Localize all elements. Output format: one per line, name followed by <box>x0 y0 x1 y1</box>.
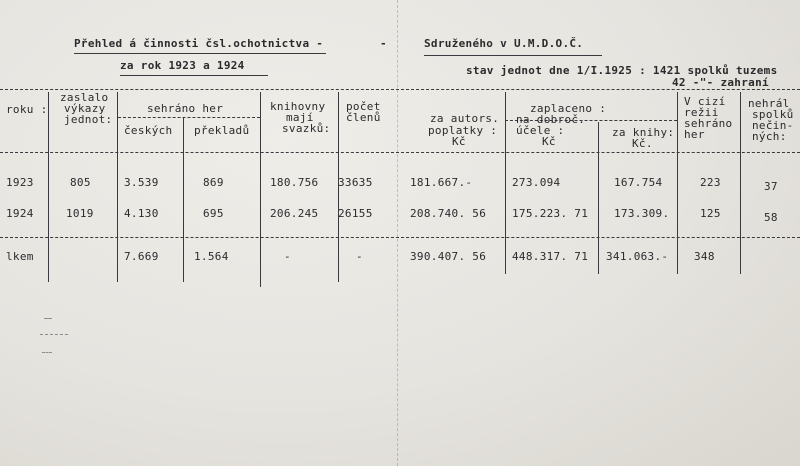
header-reports: výkazy <box>64 102 106 115</box>
cell-foreign: 125 <box>700 207 721 220</box>
total-translated: 1.564 <box>194 250 229 263</box>
cell-foreign: 223 <box>700 176 721 189</box>
cell-books: 173.309. <box>614 207 670 220</box>
cell-members: 26155 <box>338 207 373 220</box>
col-rule <box>260 92 261 287</box>
cell-czech: 3.539 <box>124 176 159 189</box>
col-rule <box>505 92 506 274</box>
stray-mark <box>40 334 68 335</box>
title-left: Přehled á činnosti čsl.ochotnictva - <box>74 37 324 50</box>
cell-author-fees: 208.740. 56 <box>410 207 487 220</box>
header-charity: účele : <box>516 124 565 137</box>
played-sub-rule <box>118 117 260 118</box>
header-inactive: spolků <box>752 108 794 121</box>
total-label: lkem <box>6 250 34 263</box>
col-rule <box>740 92 741 274</box>
total-members: - <box>356 250 363 263</box>
row-year: 1924 <box>6 207 34 220</box>
header-translated: překladů <box>194 124 250 137</box>
total-books: 341.063.- <box>606 250 669 263</box>
header-author-fees: poplatky : <box>428 124 498 137</box>
cell-members: 33635 <box>338 176 373 189</box>
cell-translated: 695 <box>203 207 224 220</box>
header-foreign: režii <box>684 106 719 119</box>
col-rule <box>48 92 49 282</box>
col-rule <box>598 122 599 274</box>
col-rule <box>117 92 118 282</box>
year-line: za rok 1923 a 1924 <box>120 59 245 72</box>
header-author-fees: za autors. <box>430 112 500 125</box>
header-charity: na dobroč. <box>516 113 586 126</box>
header-books: Kč. <box>632 137 653 150</box>
title-underline <box>74 53 326 54</box>
header-inactive: ných: <box>752 130 787 143</box>
paper-fold <box>397 0 398 466</box>
header-inactive: nehrál <box>748 97 790 110</box>
header-paid: zaplaceno : <box>530 102 607 115</box>
total-author-fees: 390.407. 56 <box>410 250 487 263</box>
cell-books: 167.754 <box>614 176 663 189</box>
table-top-rule <box>0 89 800 90</box>
cell-libraries: 180.756 <box>270 176 319 189</box>
cell-charity: 175.223. 71 <box>512 207 589 220</box>
state-line: stav jednot dne 1/I.1925 : 1421 spolků tuzems <box>466 64 778 77</box>
col-rule <box>677 92 678 274</box>
header-members: členů <box>346 111 381 124</box>
header-bottom-rule <box>0 152 800 153</box>
cell-translated: 869 <box>203 176 224 189</box>
cell-charity: 273.094 <box>512 176 561 189</box>
total-foreign: 348 <box>694 250 715 263</box>
cell-libraries: 206.245 <box>270 207 319 220</box>
cell-inactive: 58 <box>764 211 778 224</box>
header-reports: jednot: <box>64 113 113 126</box>
header-czech: českých <box>124 124 173 137</box>
header-foreign: her <box>684 128 705 141</box>
total-rule <box>0 237 800 238</box>
cell-reports: 805 <box>70 176 91 189</box>
header-reports: zaslalo <box>60 91 109 104</box>
header-inactive: nečin- <box>752 119 794 132</box>
title-right: Sdruženého v U.M.D.O.Č. <box>424 37 584 50</box>
header-libraries: knihovny <box>270 100 326 113</box>
header-played: sehráno her <box>147 102 224 115</box>
cell-author-fees: 181.667.- <box>410 176 473 189</box>
header-author-fees: Kč <box>452 135 466 148</box>
stray-mark <box>44 318 52 319</box>
cell-inactive: 37 <box>764 180 778 193</box>
header-libraries: mají <box>286 111 314 124</box>
header-foreign: sehráno <box>684 117 733 130</box>
row-year: 1923 <box>6 176 34 189</box>
total-czech: 7.669 <box>124 250 159 263</box>
cell-czech: 4.130 <box>124 207 159 220</box>
header-books: za knihy: <box>612 126 675 139</box>
col-rule <box>183 118 184 282</box>
title-right-underline <box>424 55 602 56</box>
year-underline <box>120 75 268 76</box>
stray-mark <box>42 352 52 353</box>
header-charity: Kč <box>542 135 556 148</box>
total-libraries: - <box>284 250 291 263</box>
header-libraries: svazků: <box>282 122 331 135</box>
header-year: roku : <box>6 103 48 116</box>
header-members: počet <box>346 100 381 113</box>
total-charity: 448.317. 71 <box>512 250 589 263</box>
cell-reports: 1019 <box>66 207 94 220</box>
dash-mark: - <box>380 37 387 50</box>
state-line-2: 42 -"- zahraní <box>672 76 769 89</box>
header-foreign: V cizí <box>684 95 726 108</box>
